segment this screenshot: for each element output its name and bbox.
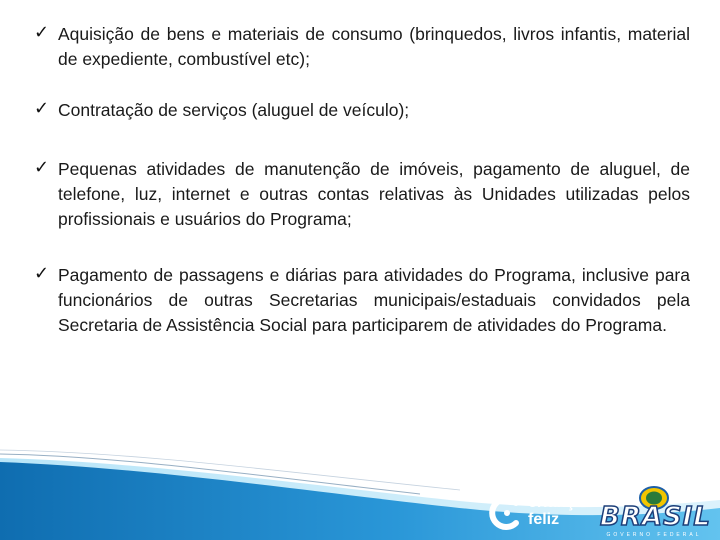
bullet-item xyxy=(34,98,690,123)
brasil-governo-federal-logo xyxy=(600,484,711,540)
bullet-item xyxy=(34,157,690,232)
logo-line-2: feliz xyxy=(528,511,560,528)
crianca-feliz-mark-icon xyxy=(486,494,524,532)
crianca-feliz-logo xyxy=(486,492,596,536)
bullet-text: Pagamento de passagens e diárias para atividades do Programa, inclusive para funcionários de outras Secretarias municipais/estaduais convidados pela Secretaria de Assistência Social para participarem de atividades do Programa. xyxy=(58,265,690,335)
logo-line-1: criança xyxy=(528,494,585,511)
brasil-wordmark: BRASIL xyxy=(600,502,711,532)
bullet-item xyxy=(34,263,690,338)
bullet-text: Contratação de serviços (aluguel de veículo); xyxy=(58,100,410,120)
brasil-subtitle: GOVERNO FEDERAL xyxy=(606,532,702,538)
checkmark-icon: ✓ xyxy=(34,157,50,178)
checkmark-icon: ✓ xyxy=(34,98,50,119)
checkmark-icon: ✓ xyxy=(34,22,50,43)
bullet-text: Pequenas atividades de manutenção de imóveis, pagamento de aluguel, de telefone, luz, internet e outras contas relativas às Unidades utilizadas pelos profissionais e usuários do Programa; xyxy=(58,159,690,229)
bullet-item xyxy=(34,22,690,72)
bullet-text: Aquisição de bens e materiais de consumo (brinquedos, livros infantis, material de expediente, combustível etc); xyxy=(58,24,690,69)
bullet-list xyxy=(34,22,690,338)
checkmark-icon: ✓ xyxy=(34,263,50,284)
